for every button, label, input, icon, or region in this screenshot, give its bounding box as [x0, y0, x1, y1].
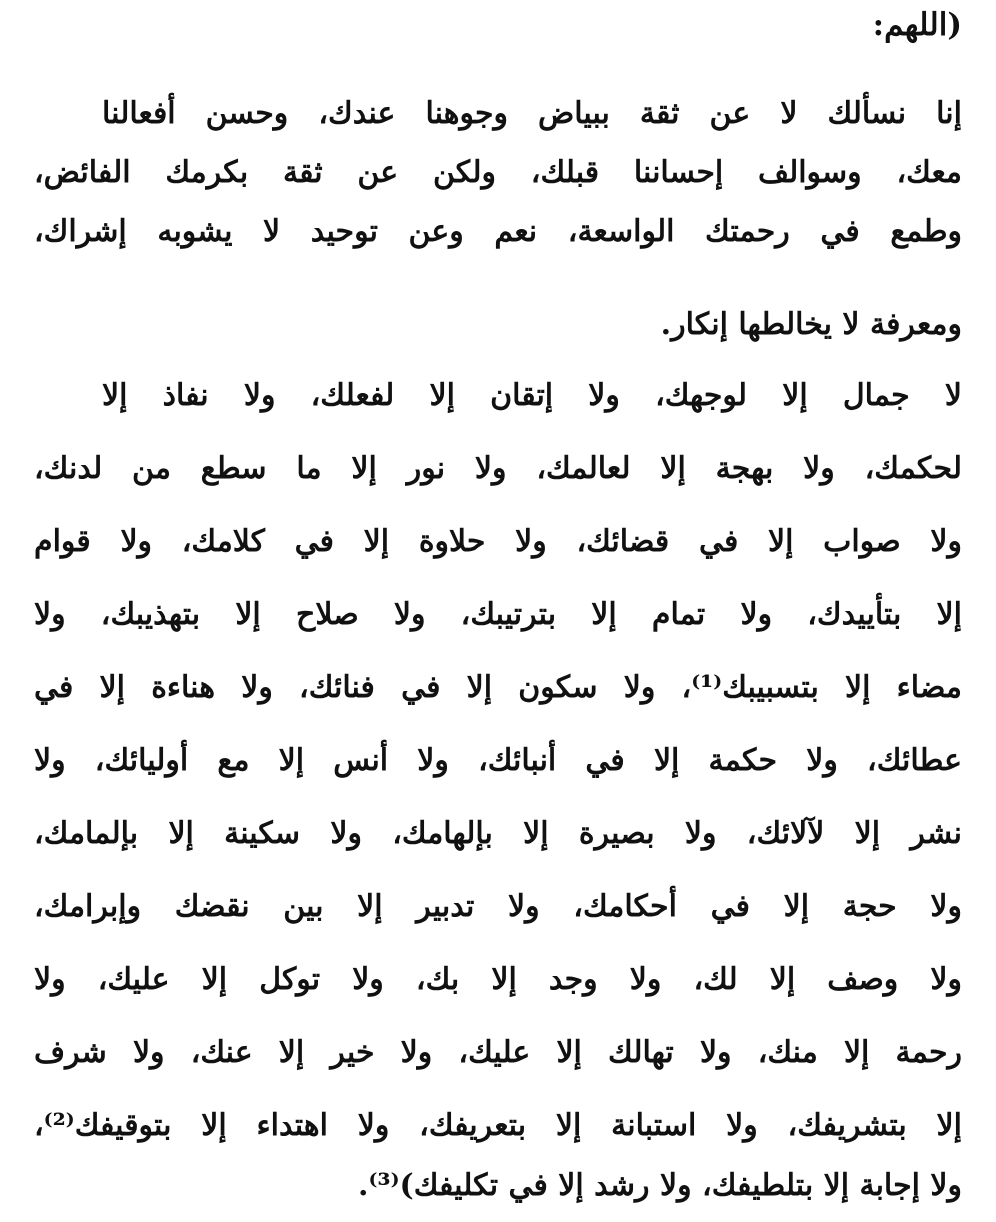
text-line: لا جمال إلا لوجهك، ولا إتقان إلا لفعلك، ولا نفاذ إلا [102, 378, 962, 413]
text-line: وطمع في رحمتك الواسعة، نعم وعن توحيد لا يشوبه إشراك، [34, 214, 962, 249]
text-line: إلا بتشريفك، ولا استبانة إلا بتعريفك، ولا اهتداء إلا بتوقيفك⁽²⁾، [34, 1108, 962, 1143]
text-line: عطائك، ولا حكمة إلا في أنبائك، ولا أنس إلا مع أوليائك، ولا [34, 743, 962, 778]
text-line: ولا وصف إلا لك، ولا وجد إلا بك، ولا توكل إلا عليك، ولا [34, 962, 962, 997]
text-line: معك، وسوالف إحساننا قبلك، ولكن عن ثقة بكرمك الفائض، [34, 155, 962, 190]
invocation-heading: (اللهم: [872, 7, 962, 43]
text-line: إلا بتأييدك، ولا تمام إلا بترتيبك، ولا صلاح إلا بتهذيبك، ولا [34, 597, 962, 632]
text-line: ولا إجابة إلا بتلطيفك، ولا رشد إلا في تكليفك)⁽³⁾. [358, 1168, 962, 1203]
document-page [34, 0, 962, 1222]
text-line: إنا نسألك لا عن ثقة ببياض وجوهنا عندك، وحسن أفعالنا [102, 96, 962, 131]
text-line: رحمة إلا منك، ولا تهالك إلا عليك، ولا خير إلا عنك، ولا شرف [34, 1035, 962, 1070]
text-line: لحكمك، ولا بهجة إلا لعالمك، ولا نور إلا ما سطع من لدنك، [34, 451, 962, 486]
text-line: ولا حجة إلا في أحكامك، ولا تدبير إلا بين نقضك وإبرامك، [34, 889, 962, 924]
text-line: مضاء إلا بتسبيبك⁽¹⁾، ولا سكون إلا في فنائك، ولا هناءة إلا في [34, 670, 963, 705]
text-line: ولا صواب إلا في قضائك، ولا حلاوة إلا في كلامك، ولا قوام [34, 524, 962, 559]
text-line: ومعرفة لا يخالطها إنكار. [660, 307, 962, 342]
text-line: نشر إلا لآلائك، ولا بصيرة إلا بإلهامك، ولا سكينة إلا بإلمامك، [34, 816, 962, 851]
